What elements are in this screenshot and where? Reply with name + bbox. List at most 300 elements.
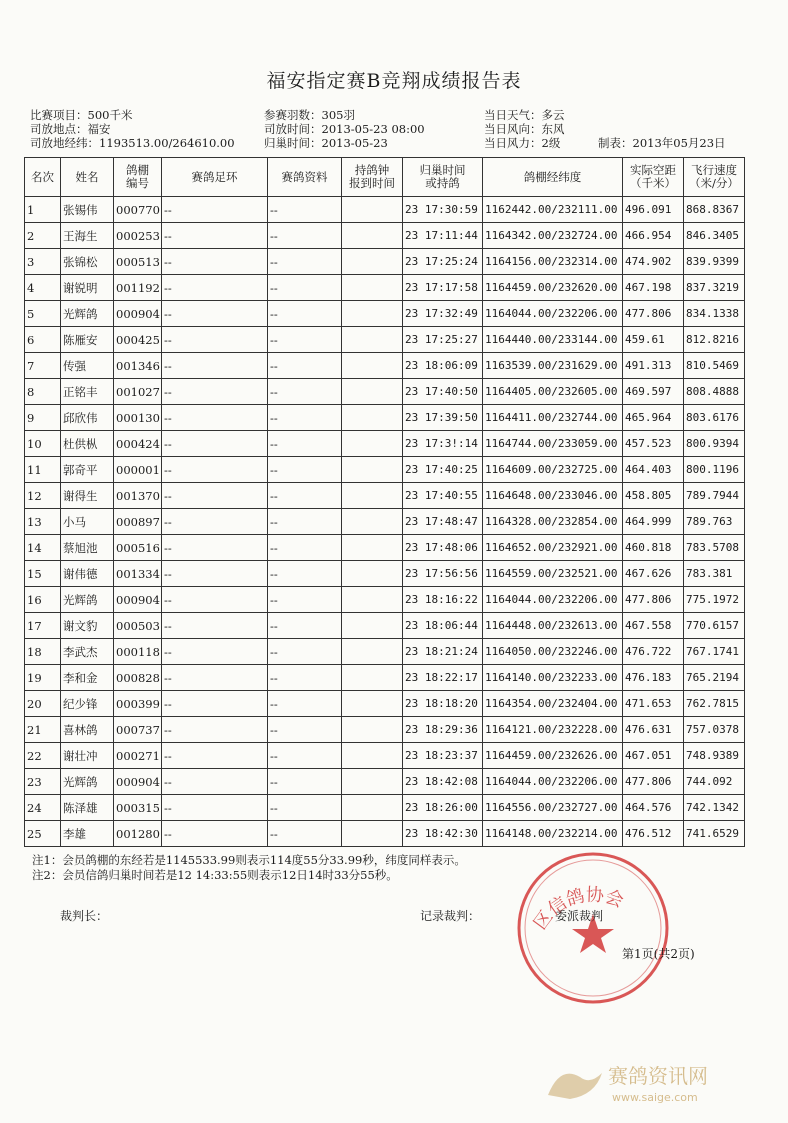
loft-id-cell: 000130: [114, 405, 162, 431]
referee-label: 裁判长：: [60, 909, 109, 923]
name-cell: 张锡伟: [61, 197, 114, 223]
col-speed-l1: 飞行速度: [691, 163, 737, 177]
name-cell: 李雄: [61, 821, 114, 847]
ring-cell: --: [162, 249, 268, 275]
coords-cell: 1164405.00/232605.00: [483, 379, 623, 405]
clock-time-cell: [342, 379, 403, 405]
return-time-cell: 23 18:16:22: [403, 587, 483, 613]
speed-cell: 748.9389: [684, 743, 745, 769]
name-cell: 小马: [61, 509, 114, 535]
distance-cell: 460.818: [623, 535, 684, 561]
ring-cell: --: [162, 431, 268, 457]
results-body: [25, 197, 745, 847]
name-cell: 李和金: [61, 665, 114, 691]
col-return-time-l2: 或持鸽: [425, 176, 460, 190]
speed-cell: 767.1741: [684, 639, 745, 665]
pigeon-info-cell: --: [268, 795, 342, 821]
rank-cell: 8: [25, 379, 61, 405]
coords-cell: 1164156.00/232314.00: [483, 249, 623, 275]
table-row: [25, 769, 745, 795]
loft-id-cell: 000271: [114, 743, 162, 769]
col-distance: [623, 158, 684, 197]
rank-cell: 2: [25, 223, 61, 249]
col-speed: [684, 158, 745, 197]
loft-id-cell: 000770: [114, 197, 162, 223]
clock-time-cell: [342, 483, 403, 509]
rank-cell: 11: [25, 457, 61, 483]
name-cell: 光辉鸽: [61, 301, 114, 327]
pigeon-info-cell: --: [268, 327, 342, 353]
rank-cell: 4: [25, 275, 61, 301]
speed-cell: 783.381: [684, 561, 745, 587]
coords-cell: 1164050.00/232246.00: [483, 639, 623, 665]
loft-id-cell: 000001: [114, 457, 162, 483]
col-speed-l2: （米/分）: [689, 176, 739, 190]
table-row: [25, 379, 745, 405]
clock-time-cell: [342, 249, 403, 275]
pigeon-info-cell: --: [268, 405, 342, 431]
return-time-cell: 23 17:30:59: [403, 197, 483, 223]
coords-cell: 1162442.00/232111.00: [483, 197, 623, 223]
loft-id-cell: 000904: [114, 301, 162, 327]
distance-cell: 458.805: [623, 483, 684, 509]
loft-id-cell: 000399: [114, 691, 162, 717]
return-time-cell: 23 17:56:56: [403, 561, 483, 587]
ring-cell: --: [162, 457, 268, 483]
watermark-logo: [540, 1055, 770, 1110]
watermark-title: 赛鸽资讯网: [608, 1064, 708, 1088]
coords-cell: 1164342.00/232724.00: [483, 223, 623, 249]
pigeon-info-cell: --: [268, 613, 342, 639]
name-cell: 谢伟德: [61, 561, 114, 587]
distance-cell: 467.626: [623, 561, 684, 587]
ring-cell: --: [162, 223, 268, 249]
note-2: 注2：会员信鸽归巢时间若是12 14:33:55则表示12日14时33分55秒。: [32, 868, 398, 882]
table-row: [25, 665, 745, 691]
speed-cell: 789.7944: [684, 483, 745, 509]
table-row: [25, 327, 745, 353]
rank-cell: 18: [25, 639, 61, 665]
loft-id-cell: 000904: [114, 769, 162, 795]
speed-cell: 775.1972: [684, 587, 745, 613]
distance-cell: 457.523: [623, 431, 684, 457]
clock-time-cell: [342, 431, 403, 457]
rank-cell: 5: [25, 301, 61, 327]
table-row: [25, 535, 745, 561]
rank-cell: 1: [25, 197, 61, 223]
coords-cell: 1164440.00/233144.00: [483, 327, 623, 353]
pigeon-info-cell: --: [268, 535, 342, 561]
notes: [32, 853, 466, 883]
ring-cell: --: [162, 301, 268, 327]
table-row: [25, 561, 745, 587]
coords-cell: 1163539.00/231629.00: [483, 353, 623, 379]
info-coords: 司放地经纬：1193513.00/264610.00: [30, 136, 235, 150]
distance-cell: 466.954: [623, 223, 684, 249]
clock-time-cell: [342, 353, 403, 379]
table-row: [25, 249, 745, 275]
table-row: [25, 717, 745, 743]
col-name: [61, 158, 114, 197]
distance-cell: 469.597: [623, 379, 684, 405]
table-row: [25, 197, 745, 223]
coords-cell: 1164148.00/232214.00: [483, 821, 623, 847]
coords-cell: 1164328.00/232854.00: [483, 509, 623, 535]
table-row: [25, 795, 745, 821]
rank-cell: 23: [25, 769, 61, 795]
ring-cell: --: [162, 509, 268, 535]
distance-cell: 464.576: [623, 795, 684, 821]
pigeon-info-cell: --: [268, 353, 342, 379]
speed-cell: 810.5469: [684, 353, 745, 379]
pigeon-info-cell: --: [268, 483, 342, 509]
ring-cell: --: [162, 613, 268, 639]
rank-cell: 15: [25, 561, 61, 587]
info-count: 参赛羽数：305羽: [264, 108, 355, 122]
table-row: [25, 613, 745, 639]
distance-cell: 467.051: [623, 743, 684, 769]
loft-id-cell: 000253: [114, 223, 162, 249]
return-time-cell: 23 17:11:44: [403, 223, 483, 249]
coords-cell: 1164121.00/232228.00: [483, 717, 623, 743]
rank-cell: 16: [25, 587, 61, 613]
name-cell: 正铭丰: [61, 379, 114, 405]
distance-cell: 476.722: [623, 639, 684, 665]
return-time-cell: 23 18:23:37: [403, 743, 483, 769]
pigeon-info-cell: --: [268, 379, 342, 405]
rank-cell: 20: [25, 691, 61, 717]
rank-cell: 13: [25, 509, 61, 535]
clock-time-cell: [342, 223, 403, 249]
coords-cell: 1164556.00/232727.00: [483, 795, 623, 821]
distance-cell: 471.653: [623, 691, 684, 717]
col-coords: [483, 158, 623, 197]
coords-cell: 1164044.00/232206.00: [483, 769, 623, 795]
loft-id-cell: 000513: [114, 249, 162, 275]
return-time-cell: 23 18:29:36: [403, 717, 483, 743]
record-referee-label: 记录裁判：: [420, 909, 481, 923]
distance-cell: 496.091: [623, 197, 684, 223]
clock-time-cell: [342, 405, 403, 431]
rank-cell: 17: [25, 613, 61, 639]
watermark-url: www.saige.com: [612, 1091, 698, 1104]
distance-cell: 467.198: [623, 275, 684, 301]
ring-cell: --: [162, 821, 268, 847]
return-time-cell: 23 18:26:00: [403, 795, 483, 821]
rank-cell: 24: [25, 795, 61, 821]
table-row: [25, 743, 745, 769]
coords-cell: 1164559.00/232521.00: [483, 561, 623, 587]
return-time-cell: 23 17:40:50: [403, 379, 483, 405]
pigeon-info-cell: --: [268, 301, 342, 327]
table-header-row: [25, 158, 745, 197]
name-cell: 喜林鸽: [61, 717, 114, 743]
coords-cell: 1164459.00/232620.00: [483, 275, 623, 301]
name-cell: 张锦松: [61, 249, 114, 275]
note-1: 注1：会员鸽棚的东经若是1145533.99则表示114度55分33.99秒，纬度同样表示。: [32, 853, 466, 867]
return-time-cell: 23 18:42:30: [403, 821, 483, 847]
loft-id-cell: 001280: [114, 821, 162, 847]
name-cell: 谢壮冲: [61, 743, 114, 769]
ring-cell: --: [162, 535, 268, 561]
coords-cell: 1164354.00/232404.00: [483, 691, 623, 717]
col-loft-id-l2: 编号: [126, 176, 149, 190]
rank-cell: 7: [25, 353, 61, 379]
distance-cell: 464.403: [623, 457, 684, 483]
return-time-cell: 23 17:48:06: [403, 535, 483, 561]
name-cell: 谢文豹: [61, 613, 114, 639]
return-time-cell: 23 17:25:24: [403, 249, 483, 275]
return-time-cell: 23 17:17:58: [403, 275, 483, 301]
loft-id-cell: 001334: [114, 561, 162, 587]
speed-cell: 834.1338: [684, 301, 745, 327]
loft-id-cell: 000425: [114, 327, 162, 353]
coords-cell: 1164648.00/233046.00: [483, 483, 623, 509]
distance-cell: 476.183: [623, 665, 684, 691]
speed-cell: 800.1196: [684, 457, 745, 483]
seal-text: 区信鸽协会: [529, 884, 627, 934]
info-location: 司放地点：福安: [30, 122, 111, 136]
loft-id-cell: 000118: [114, 639, 162, 665]
pigeon-info-cell: --: [268, 587, 342, 613]
pigeon-info-cell: --: [268, 275, 342, 301]
col-distance-l2: （千米）: [630, 176, 676, 190]
return-time-cell: 23 18:42:08: [403, 769, 483, 795]
loft-id-cell: 000516: [114, 535, 162, 561]
table-row: [25, 405, 745, 431]
clock-time-cell: [342, 197, 403, 223]
return-time-cell: 23 18:21:24: [403, 639, 483, 665]
distance-cell: 477.806: [623, 769, 684, 795]
pigeon-info-cell: --: [268, 769, 342, 795]
col-pigeon-info: [268, 158, 342, 197]
return-time-cell: 23 18:18:20: [403, 691, 483, 717]
clock-time-cell: [342, 795, 403, 821]
col-distance-l1: 实际空距: [630, 163, 676, 177]
results-table: [24, 157, 745, 847]
speed-cell: 744.092: [684, 769, 745, 795]
name-cell: 陈泽雄: [61, 795, 114, 821]
name-cell: 王海生: [61, 223, 114, 249]
rank-cell: 25: [25, 821, 61, 847]
pigeon-info-cell: --: [268, 509, 342, 535]
col-return-time-l1: 归巢时间: [419, 163, 466, 177]
pigeon-info-cell: --: [268, 821, 342, 847]
name-cell: 光辉鸽: [61, 769, 114, 795]
clock-time-cell: [342, 743, 403, 769]
speed-cell: 762.7815: [684, 691, 745, 717]
clock-time-cell: [342, 509, 403, 535]
return-time-cell: 23 18:22:17: [403, 665, 483, 691]
col-name-l1: 姓名: [75, 169, 99, 184]
distance-cell: 464.999: [623, 509, 684, 535]
coords-cell: 1164744.00/233059.00: [483, 431, 623, 457]
ring-cell: --: [162, 743, 268, 769]
table-row: [25, 223, 745, 249]
coords-cell: 1164044.00/232206.00: [483, 587, 623, 613]
table-row: [25, 301, 745, 327]
table-row: [25, 457, 745, 483]
ring-cell: --: [162, 587, 268, 613]
info-event: 比赛项目：500千米: [30, 108, 133, 122]
info-weather: 当日天气：多云: [484, 108, 565, 122]
loft-id-cell: 000737: [114, 717, 162, 743]
rank-cell: 3: [25, 249, 61, 275]
coords-cell: 1164609.00/232725.00: [483, 457, 623, 483]
rank-cell: 21: [25, 717, 61, 743]
col-clock-time-l2: 报到时间: [349, 176, 395, 190]
clock-time-cell: [342, 587, 403, 613]
loft-id-cell: 001192: [114, 275, 162, 301]
loft-id-cell: 000897: [114, 509, 162, 535]
rank-cell: 14: [25, 535, 61, 561]
speed-cell: 808.4888: [684, 379, 745, 405]
pigeon-info-cell: --: [268, 249, 342, 275]
col-clock-time: [342, 158, 403, 197]
speed-cell: 783.5708: [684, 535, 745, 561]
loft-id-cell: 001370: [114, 483, 162, 509]
return-time-cell: 23 17:32:49: [403, 301, 483, 327]
rank-cell: 19: [25, 665, 61, 691]
distance-cell: 476.631: [623, 717, 684, 743]
info-wind-direction: 当日风向：东风: [484, 122, 565, 136]
name-cell: 蔡旭池: [61, 535, 114, 561]
col-rank: [25, 158, 61, 197]
name-cell: 杜供枞: [61, 431, 114, 457]
coords-cell: 1164411.00/232744.00: [483, 405, 623, 431]
col-pigeon-info-l1: 赛鸽资料: [281, 169, 328, 184]
col-loft-id: [114, 158, 162, 197]
return-time-cell: 23 17:48:47: [403, 509, 483, 535]
clock-time-cell: [342, 665, 403, 691]
pigeon-info-cell: --: [268, 639, 342, 665]
pigeon-info-cell: --: [268, 431, 342, 457]
distance-cell: 477.806: [623, 301, 684, 327]
coords-cell: 1164140.00/232233.00: [483, 665, 623, 691]
ring-cell: --: [162, 197, 268, 223]
speed-cell: 837.3219: [684, 275, 745, 301]
ring-cell: --: [162, 639, 268, 665]
name-cell: 纪少锋: [61, 691, 114, 717]
loft-id-cell: 000315: [114, 795, 162, 821]
table-row: [25, 275, 745, 301]
pigeon-info-cell: --: [268, 691, 342, 717]
ring-cell: --: [162, 483, 268, 509]
pigeon-info-cell: --: [268, 743, 342, 769]
speed-cell: 846.3405: [684, 223, 745, 249]
speed-cell: 789.763: [684, 509, 745, 535]
clock-time-cell: [342, 639, 403, 665]
report-title: 福安指定赛B竞翔成绩报告表: [266, 70, 522, 92]
loft-id-cell: 000424: [114, 431, 162, 457]
pigeon-info-cell: --: [268, 223, 342, 249]
return-time-cell: 23 18:06:44: [403, 613, 483, 639]
rank-cell: 6: [25, 327, 61, 353]
clock-time-cell: [342, 457, 403, 483]
table-row: [25, 483, 745, 509]
info-wind-force: 当日风力：2级: [484, 136, 561, 150]
name-cell: 邱欣伟: [61, 405, 114, 431]
distance-cell: 477.806: [623, 587, 684, 613]
return-time-cell: 23 17:40:55: [403, 483, 483, 509]
coords-cell: 1164459.00/232626.00: [483, 743, 623, 769]
speed-cell: 742.1342: [684, 795, 745, 821]
speed-cell: 839.9399: [684, 249, 745, 275]
rank-cell: 22: [25, 743, 61, 769]
loft-id-cell: 001346: [114, 353, 162, 379]
coords-cell: 1164044.00/232206.00: [483, 301, 623, 327]
ring-cell: --: [162, 717, 268, 743]
table-row: [25, 353, 745, 379]
name-cell: 李武杰: [61, 639, 114, 665]
ring-cell: --: [162, 769, 268, 795]
clock-time-cell: [342, 769, 403, 795]
ring-cell: --: [162, 691, 268, 717]
loft-id-cell: 001027: [114, 379, 162, 405]
clock-time-cell: [342, 561, 403, 587]
ring-cell: --: [162, 327, 268, 353]
clock-time-cell: [342, 613, 403, 639]
ring-cell: --: [162, 275, 268, 301]
distance-cell: 474.902: [623, 249, 684, 275]
distance-cell: 476.512: [623, 821, 684, 847]
loft-id-cell: 000904: [114, 587, 162, 613]
clock-time-cell: [342, 327, 403, 353]
name-cell: 谢锐明: [61, 275, 114, 301]
speed-cell: 803.6176: [684, 405, 745, 431]
table-row: [25, 691, 745, 717]
speed-cell: 765.2194: [684, 665, 745, 691]
speed-cell: 800.9394: [684, 431, 745, 457]
col-clock-time-l1: 持鸽钟: [354, 163, 390, 177]
coords-cell: 1164448.00/232613.00: [483, 613, 623, 639]
return-time-cell: 23 18:06:09: [403, 353, 483, 379]
pigeon-icon: [548, 1073, 602, 1099]
ring-cell: --: [162, 561, 268, 587]
delegate-referee-label: 委派裁判: [555, 909, 604, 923]
distance-cell: 459.61: [623, 327, 684, 353]
rank-cell: 12: [25, 483, 61, 509]
col-ring: [162, 158, 268, 197]
info-release-time: 司放时间：2013-05-23 08:00: [264, 122, 425, 136]
clock-time-cell: [342, 717, 403, 743]
info-return-time: 归巢时间：2013-05-23: [264, 136, 388, 150]
name-cell: 陈雁安: [61, 327, 114, 353]
pigeon-info-cell: --: [268, 665, 342, 691]
name-cell: 谢得生: [61, 483, 114, 509]
ring-cell: --: [162, 353, 268, 379]
table-row: [25, 587, 745, 613]
table-row: [25, 431, 745, 457]
return-time-cell: 23 17:25:27: [403, 327, 483, 353]
col-coords-l1: 鸽棚经纬度: [523, 169, 582, 184]
ring-cell: --: [162, 795, 268, 821]
ring-cell: --: [162, 665, 268, 691]
pigeon-info-cell: --: [268, 561, 342, 587]
ring-cell: --: [162, 405, 268, 431]
clock-time-cell: [342, 275, 403, 301]
pigeon-info-cell: --: [268, 717, 342, 743]
return-time-cell: 23 17:3!:14: [403, 431, 483, 457]
page-indicator: 第1页(共2页): [622, 947, 695, 961]
speed-cell: 741.6529: [684, 821, 745, 847]
loft-id-cell: 000828: [114, 665, 162, 691]
col-loft-id-l1: 鸽棚: [126, 163, 149, 177]
pigeon-info-cell: --: [268, 197, 342, 223]
table-row: [25, 821, 745, 847]
info-made-date: 制表：2013年05月23日: [598, 136, 726, 150]
col-ring-l1: 赛鸽足环: [191, 169, 238, 184]
